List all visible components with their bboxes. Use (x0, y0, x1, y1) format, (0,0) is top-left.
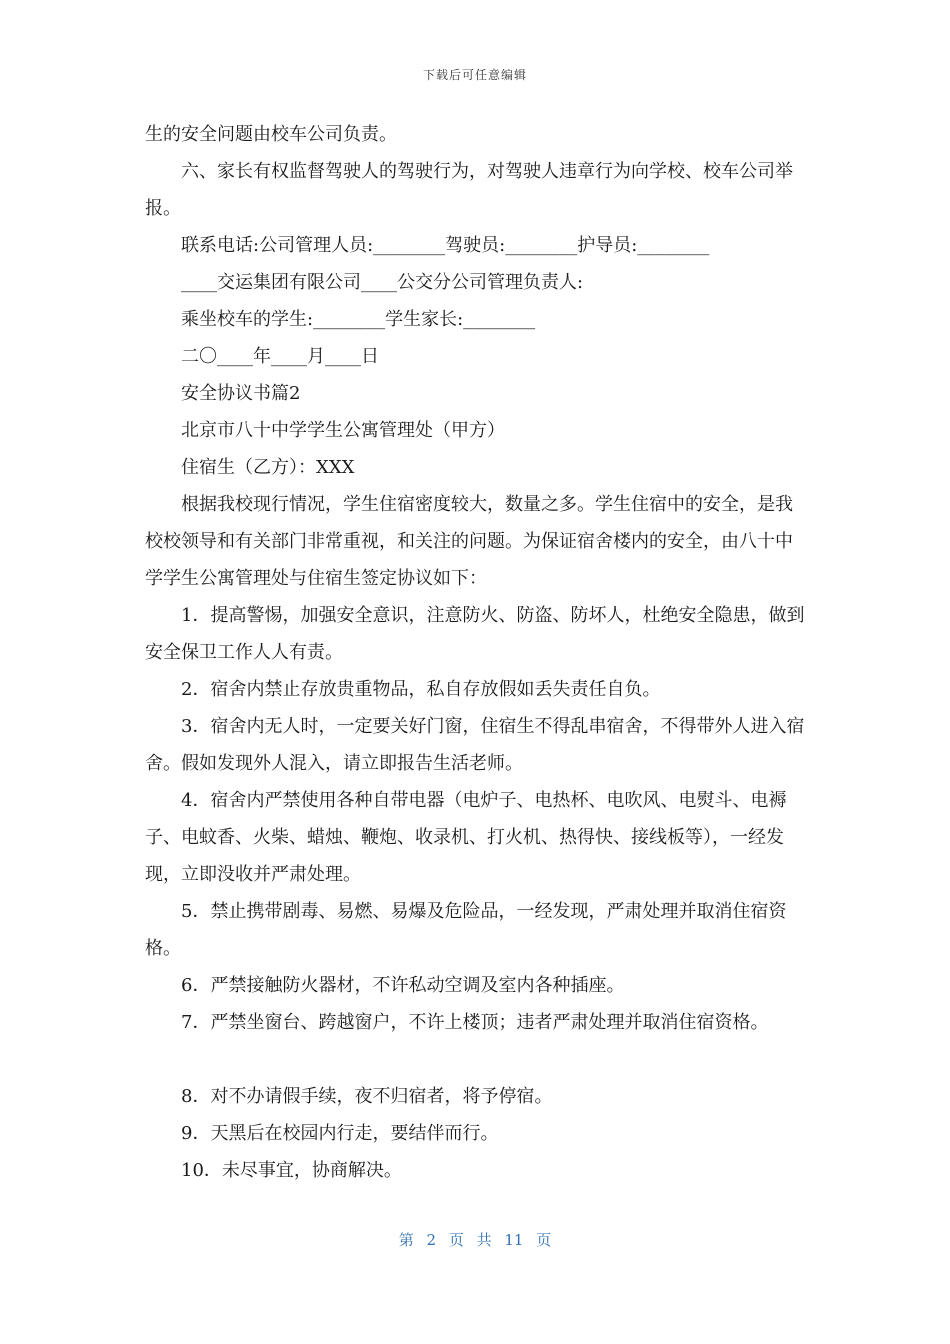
paragraph: 根据我校现行情况，学生住宿密度较大，数量之多。学生住宿中的安全，是我校校领导和有关部门非常重视，和关注的问题。为保证宿舍楼内的安全，由八十中学学生公寓管理处与住宿生签定协议如下： (145, 494, 793, 589)
clause-3: 3．宿舍内无人时，一定要关好门窗，住宿生不得乱串宿舍，不得带外人进入宿舍。假如发现外人混入，请立即报告生活老师。 (145, 716, 805, 774)
document-body (145, 116, 810, 1189)
signature-line: 乘坐校车的学生:________学生家长:________ (181, 309, 536, 330)
clause-6: 6．严禁接触防火器材，不许私动空调及室内各种插座。 (181, 975, 625, 996)
date-line: 二〇____年____月____日 (181, 346, 379, 367)
clause-8: 8．对不办请假手续，夜不归宿者，将予停宿。 (181, 1086, 553, 1107)
paragraph: 六、家长有权监督驾驶人的驾驶行为，对驾驶人违章行为向学校、校车公司举报。 (145, 161, 793, 219)
clause-9: 9．天黑后在校园内行走，要结伴而行。 (181, 1123, 499, 1144)
clause-2: 2．宿舍内禁止存放贵重物品，私自存放假如丢失责任自负。 (181, 679, 661, 700)
clause-4: 4．宿舍内严禁使用各种自带电器（电炉子、电热杯、电吹风、电熨斗、电褥子、电蚊香、火柴、蜡烛、鞭炮、收录机、打火机、热得快、接线板等），一经发现，立即没收并严肃处理。 (145, 790, 787, 885)
paragraph: 生的安全问题由校车公司负责。 (145, 124, 397, 145)
contact-line: 联系电话:公司管理人员:________驾驶员:________护导员:________ (181, 235, 710, 256)
party-b: 住宿生（乙方）：XXX (181, 457, 355, 478)
clause-7: 7．严禁坐窗台、跨越窗户，不许上楼顶；违者严肃处理并取消住宿资格。 (181, 1012, 769, 1033)
page-header: 下载后可任意编辑 (422, 68, 527, 82)
clause-1: 1．提高警惕，加强安全意识，注意防火、防盗、防坏人，杜绝安全隐患，做到安全保卫工作人人有责。 (145, 605, 805, 663)
page-number: 第 2 页 共 11 页 (398, 1231, 552, 1249)
company-line: ____交运集团有限公司____公交分公司管理负责人: (181, 272, 584, 293)
clause-5: 5．禁止携带剧毒、易燃、易爆及危险品，一经发现，严肃处理并取消住宿资格。 (145, 901, 787, 959)
blank-line (145, 1041, 810, 1078)
section-title: 安全协议书篇2 (181, 383, 301, 404)
clause-10: 10．未尽事宜，协商解决。 (181, 1160, 402, 1181)
party-a: 北京市八十中学学生公寓管理处（甲方） (181, 420, 505, 441)
